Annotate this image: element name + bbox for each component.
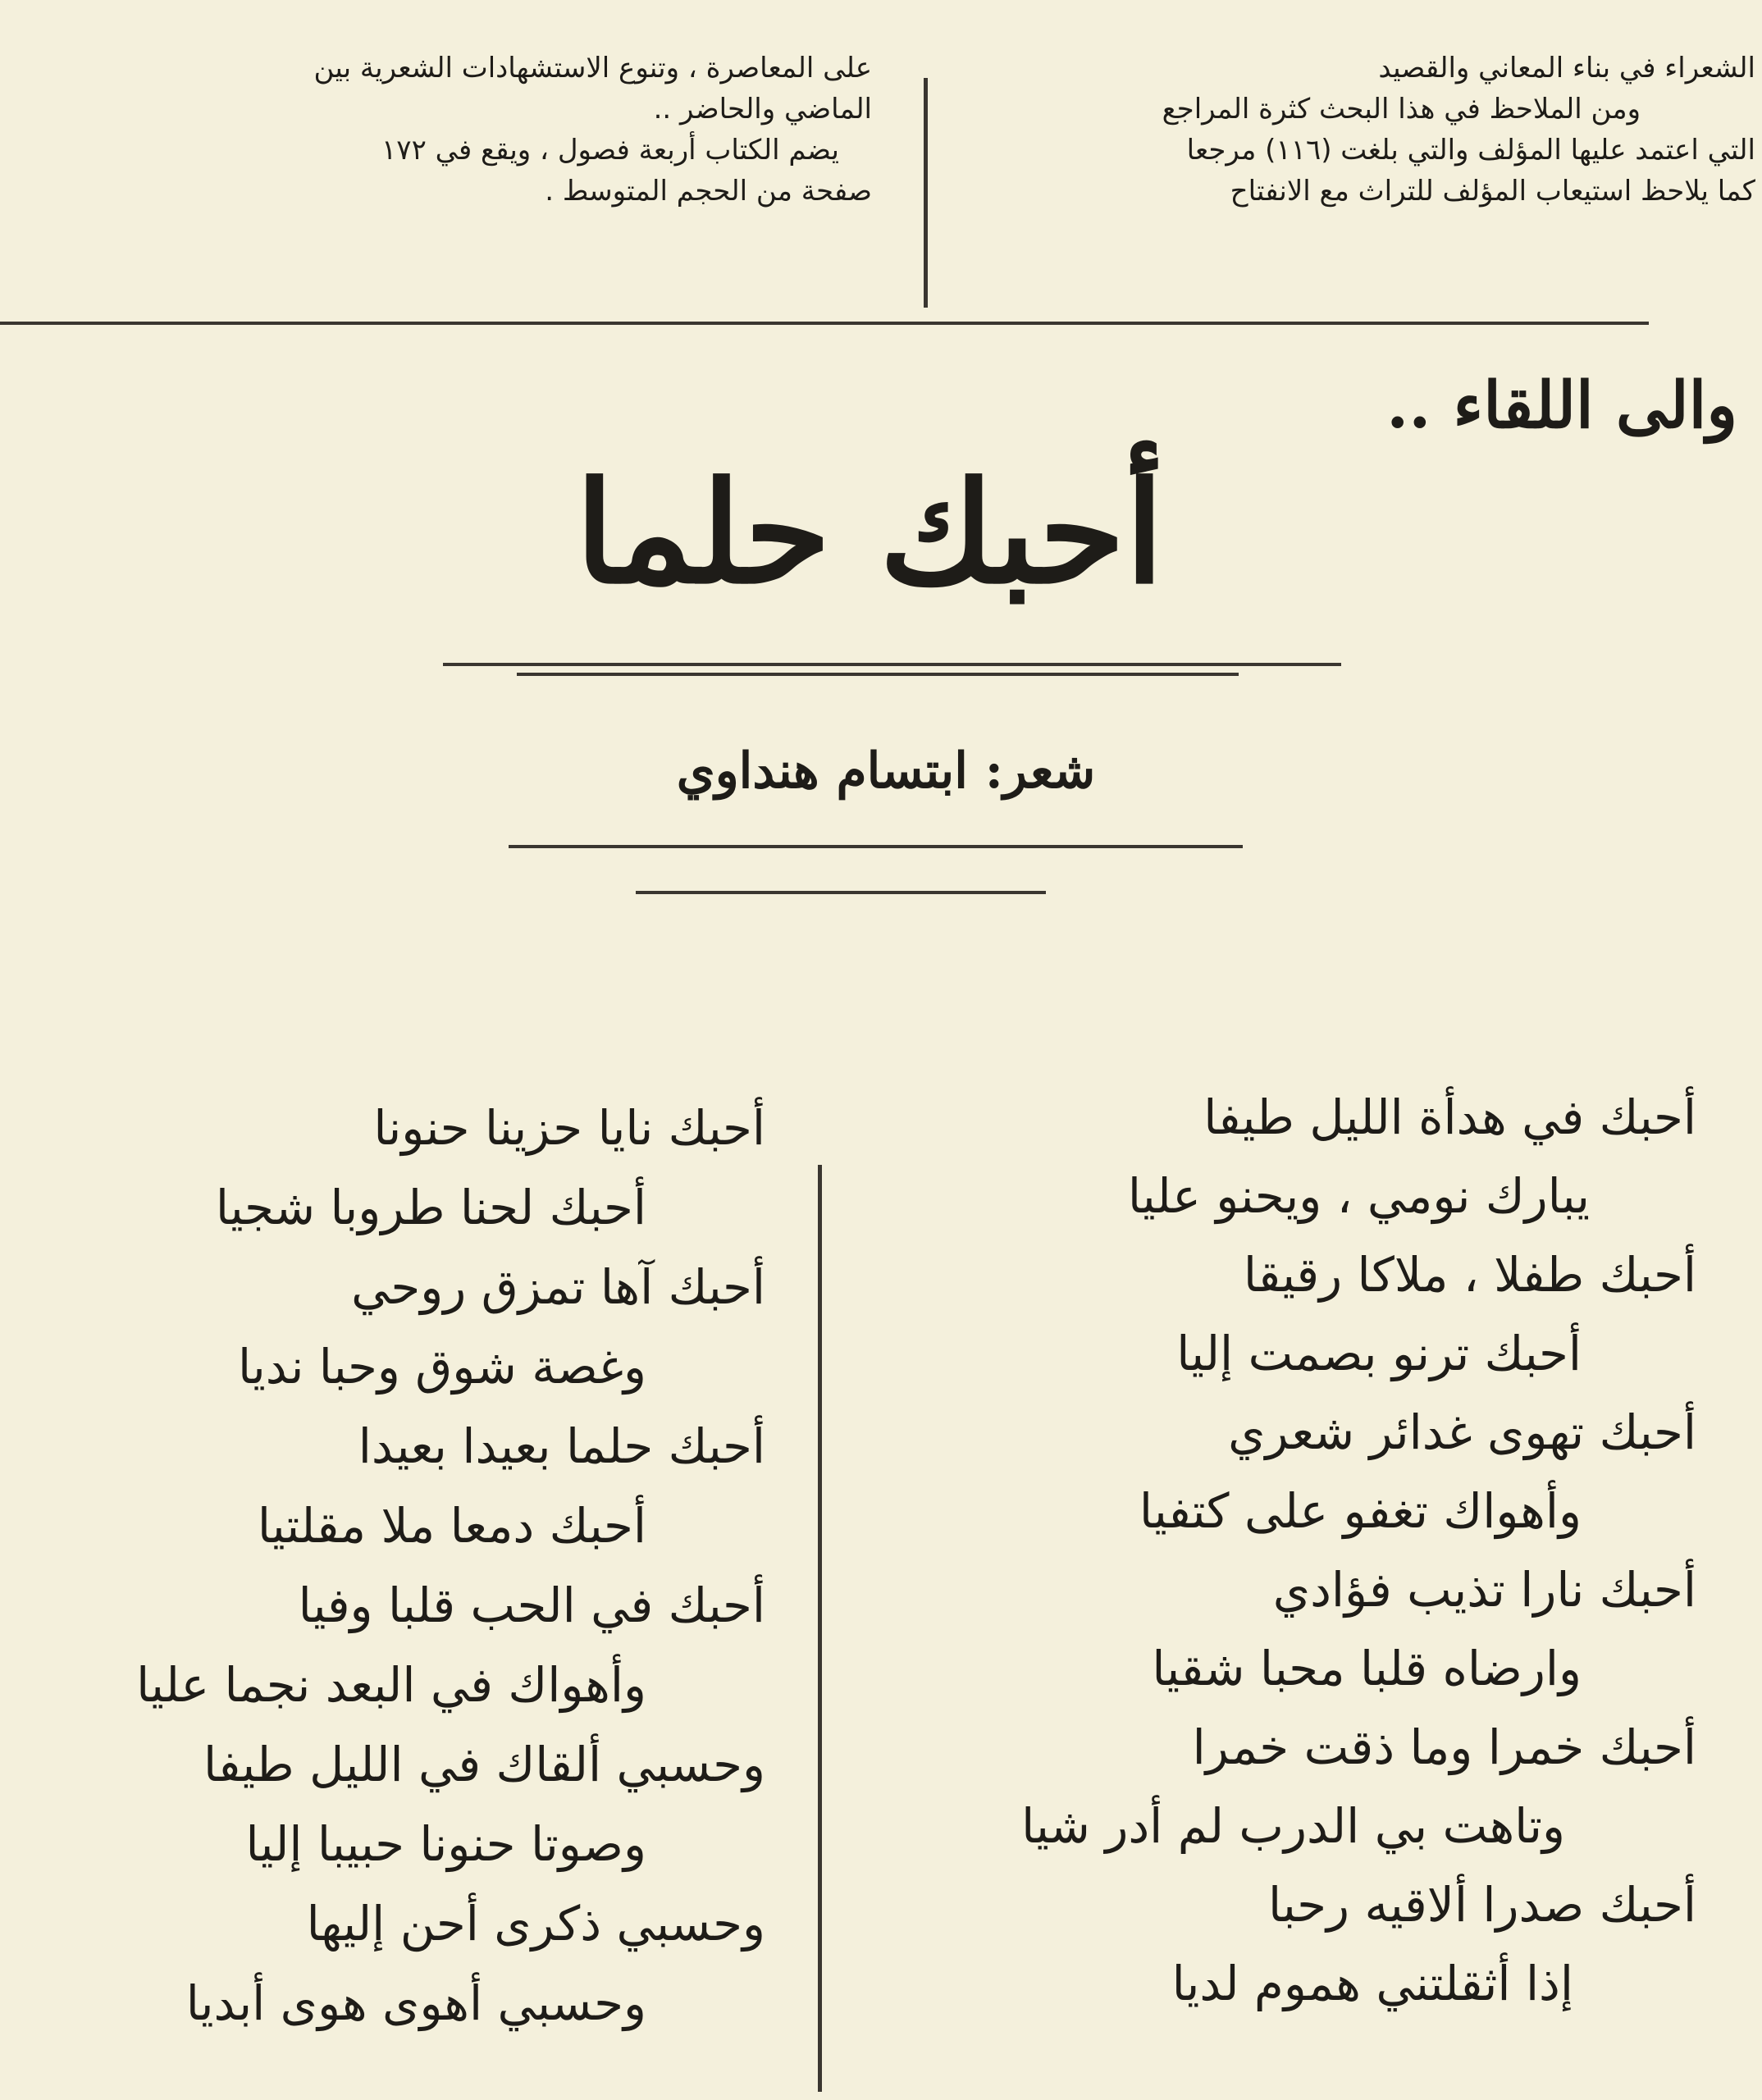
section-label: والى اللقاء .. [1386, 368, 1737, 443]
verse-line: أحبك صدرا ألاقيه رحبا [1267, 1877, 1696, 1933]
verse-line: وتاهت بي الدرب لم أدر شيا [1021, 1798, 1565, 1854]
review-line: على المعاصرة ، وتنوع الاستشهادات الشعرية بين [313, 52, 872, 84]
poet-byline: شعر: ابتسام هنداوي [676, 742, 1096, 800]
review-line: ومن الملاحظ في هذا البحث كثرة المراجع [1162, 93, 1641, 126]
section-rule [0, 322, 1649, 325]
verse-line: وأهواك تغفو على كتفيا [1139, 1483, 1582, 1539]
verse-line: أحبك نارا تذيب فؤادي [1272, 1562, 1696, 1618]
verse-line: وحسبي أهوى هوى أبديا [185, 1975, 646, 2031]
verse-line: أحبك خمرا وما ذقت خمرا [1192, 1719, 1696, 1775]
verse-line: أحبك ترنو بصمت إليا [1176, 1326, 1582, 1381]
verse-line: وغصة شوق وحبا نديا [237, 1339, 646, 1395]
review-left-column [68, 48, 872, 212]
verse-line: وصوتا حنونا حبيبا إليا [245, 1816, 646, 1872]
review-line: الماضي والحاضر .. [653, 93, 872, 126]
byline-rule-lower [636, 891, 1046, 894]
title-rule-lower [517, 673, 1239, 676]
verse-line: وارضاه قلبا محبا شقيا [1152, 1641, 1582, 1696]
verse-line: أحبك آها تمزق روحي [351, 1259, 765, 1315]
byline-rule-upper [509, 845, 1243, 848]
verse-line: إذا أثقلتني هموم لديا [1171, 1956, 1573, 2011]
verse-line: أحبك في الحب قلبا وفيا [298, 1577, 765, 1633]
review-line: التي اعتمد عليها المؤلف والتي بلغت (١١٦) مرجعا [1186, 134, 1755, 167]
title-rule-upper [443, 663, 1341, 666]
review-line: صفحة من الحجم المتوسط . [545, 175, 872, 208]
review-line: يضم الكتاب أربعة فصول ، ويقع في ١٧٢ [381, 134, 839, 167]
review-column-divider [924, 78, 928, 308]
verse-line: وحسبي ألقاك في الليل طيفا [203, 1737, 765, 1792]
review-line: كما يلاحظ استيعاب المؤلف للتراث مع الانفتاح [1230, 175, 1755, 208]
poem-column-divider [818, 1165, 822, 2092]
verse-line: أحبك في هدأة الليل طيفا [1203, 1089, 1696, 1145]
verse-line: يبارك نومي ، ويحنو عليا [1127, 1168, 1590, 1224]
verse-line: وأهواك في البعد نجما عليا [136, 1657, 646, 1713]
verse-line: أحبك حلما بعيدا بعيدا [358, 1418, 765, 1474]
poem-title: أحبك حلما [575, 451, 1164, 615]
verse-line: وحسبي ذكرى أحن إليها [306, 1896, 765, 1952]
verse-line: أحبك طفلا ، ملاكا رقيقا [1243, 1247, 1696, 1303]
verse-line: أحبك لحنا طروبا شجيا [215, 1180, 646, 1235]
review-line: الشعراء في بناء المعاني والقصيد [1378, 52, 1755, 84]
verse-line: أحبك دمعا ملا مقلتيا [257, 1498, 646, 1554]
review-right-column [919, 48, 1755, 212]
verse-line: أحبك تهوى غدائر شعري [1228, 1404, 1696, 1460]
verse-line: أحبك نايا حزينا حنونا [373, 1100, 765, 1156]
